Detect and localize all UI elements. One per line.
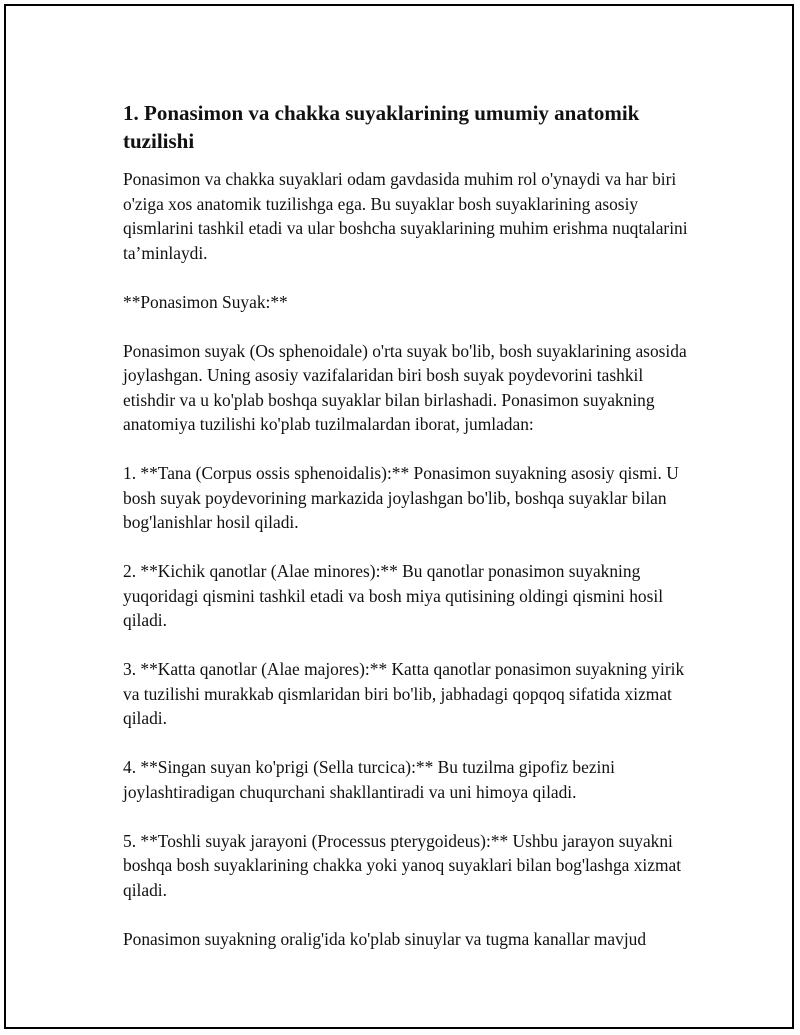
list-item-katta-qanotlar: 3. **Katta qanotlar (Alae majores):** Katta qanotlar ponasimon suyakning yirik va tuzilishi murakkab qismlaridan biri bo'lib, jabhadagi qopqoq sifatida xizmat qiladi. [123,659,685,728]
list-item-kichik-qanotlar: 2. **Kichik qanotlar (Alae minores):** Bu qanotlar ponasimon suyakning yuqoridagi qismini tashkil etadi va bosh miya qutisining oldingi qismini hosil qiladi. [123,561,664,630]
paragraph-closing: Ponasimon suyakning oralig'ida ko'plab sinuylar va tugma kanallar mavjud [123,928,647,949]
page-frame [4,4,794,1029]
list-item-processus-pterygoideus: 5. **Toshli suyak jarayoni (Processus pterygoideus):** Ushbu jarayon suyakni boshqa bosh suyaklarining chakka yoki yanoq suyaklari bilan bog'lashga xizmat qiladi. [123,830,682,900]
list-item-sella-turcica: 4. **Singan suyan ko'prigi (Sella turcica):** Bu tuzilma gipofiz bezini joylashtiradigan chuqurchani shakllantiradi va uni himoya qiladi. [123,757,615,802]
document-body [123,99,698,976]
section-heading-ponasimon: **Ponasimon Suyak:** [123,291,288,312]
document-title: 1. Ponasimon va chakka suyaklarining umumiy anatomik tuzilishi [123,101,640,153]
list-item-tana: 1. **Tana (Corpus ossis sphenoidalis):** Ponasimon suyakning asosiy qismi. U bosh suyak poydevorining markazida joylashgan bo'lib, boshqa suyaklar bilan bog'lanishlar hosil qiladi. [123,463,679,532]
paragraph-ponasimon-description: Ponasimon suyak (Os sphenoidale) o'rta suyak bo'lib, bosh suyaklarining asosida joylashgan. Uning asosiy vazifalaridan biri bosh suyak poydevorini tashkil etishdir va u ko'plab boshqa suyaklar bilan birlashadi. Ponasimon suyakning anatomiya tuzilishi ko'plab tuzilmalardan iborat, jumladan: [123,340,687,434]
paragraph-intro: Ponasimon va chakka suyaklari odam gavdasida muhim rol o'ynaydi va har biri o'ziga xos anatomik tuzilishga ega. Bu suyaklar bosh suyaklarining asosiy qismlarini tashkil etadi va ular boshcha suyaklarining muhim erishma nuqtalarini ta’minlaydi. [123,169,688,263]
